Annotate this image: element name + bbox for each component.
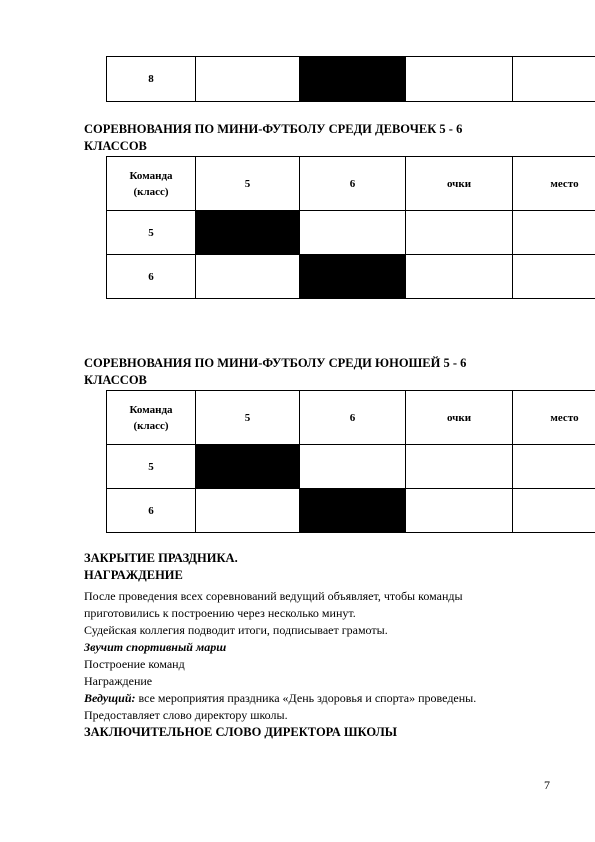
table-header-row [107, 157, 595, 211]
header-place: место [513, 157, 595, 211]
closing-paragraph-2: Судейская коллегия подводит итоги, подписывает грамоты. [84, 623, 388, 637]
closing-paragraph-6 [84, 690, 554, 707]
girls-table [106, 156, 595, 299]
table-header-row [107, 391, 595, 445]
table-cell [300, 445, 406, 489]
table-cell [513, 255, 595, 299]
header-points: очки [406, 157, 513, 211]
table-cell [300, 211, 406, 255]
table-cell [196, 489, 300, 533]
table-cell-filled [196, 211, 300, 255]
header-6: 6 [300, 391, 406, 445]
table-row [107, 211, 595, 255]
header-team: Команда (класс) [107, 391, 196, 445]
boys-table [106, 390, 595, 533]
table-row [107, 445, 595, 489]
row-label: 6 [107, 255, 196, 299]
closing-paragraph-5: Награждение [84, 674, 153, 688]
page-number: 7 [544, 778, 550, 792]
closing-title: ЗАКРЫТИЕ ПРАЗДНИКА. НАГРАЖДЕНИЕ [84, 551, 238, 582]
table-cell [513, 445, 595, 489]
table-cell-filled [300, 489, 406, 533]
closing-final-heading: ЗАКЛЮЧИТЕЛЬНОЕ СЛОВО ДИРЕКТОРА ШКОЛЫ [84, 725, 398, 739]
table-cell [196, 255, 300, 299]
table-cell-filled [300, 255, 406, 299]
table-cell [513, 57, 595, 102]
header-points: очки [406, 391, 513, 445]
closing-paragraph-1: После проведения всех соревнований ведущий объявляет, чтобы команды приготовились к построению через несколько минут. [84, 589, 463, 620]
closing-paragraph-4: Построение команд [84, 657, 185, 671]
header-team: Команда (класс) [107, 157, 196, 211]
table-cell [406, 445, 513, 489]
table-row [107, 255, 595, 299]
table-cell [196, 57, 300, 102]
closing-paragraph-3: Звучит спортивный марш [84, 640, 227, 654]
table-cell-filled [196, 445, 300, 489]
row-label: 8 [107, 57, 196, 102]
row-label: 6 [107, 489, 196, 533]
top-table [106, 56, 595, 102]
table-cell-filled [300, 57, 406, 102]
table-cell [406, 489, 513, 533]
table-row [107, 489, 595, 533]
row-label: 5 [107, 445, 196, 489]
presenter-text: все мероприятия праздника «День здоровья и спорта» проведены. [135, 691, 477, 705]
closing-paragraph-7: Предоставляет слово директору школы. [84, 708, 288, 722]
header-5: 5 [196, 157, 300, 211]
table-cell [406, 57, 513, 102]
table-cell [513, 489, 595, 533]
table-cell [513, 211, 595, 255]
header-5: 5 [196, 391, 300, 445]
header-6: 6 [300, 157, 406, 211]
section-title-girls: СОРЕВНОВАНИЯ ПО МИНИ-ФУТБОЛУ СРЕДИ ДЕВОЧЕК 5 - 6 КЛАССОВ [84, 122, 463, 153]
row-label: 5 [107, 211, 196, 255]
table-cell [406, 211, 513, 255]
header-place: место [513, 391, 595, 445]
section-title-boys: СОРЕВНОВАНИЯ ПО МИНИ-ФУТБОЛУ СРЕДИ ЮНОШЕЙ 5 - 6 КЛАССОВ [84, 356, 467, 387]
table-row [107, 57, 595, 102]
presenter-label: Ведущий: [84, 691, 136, 705]
table-cell [406, 255, 513, 299]
